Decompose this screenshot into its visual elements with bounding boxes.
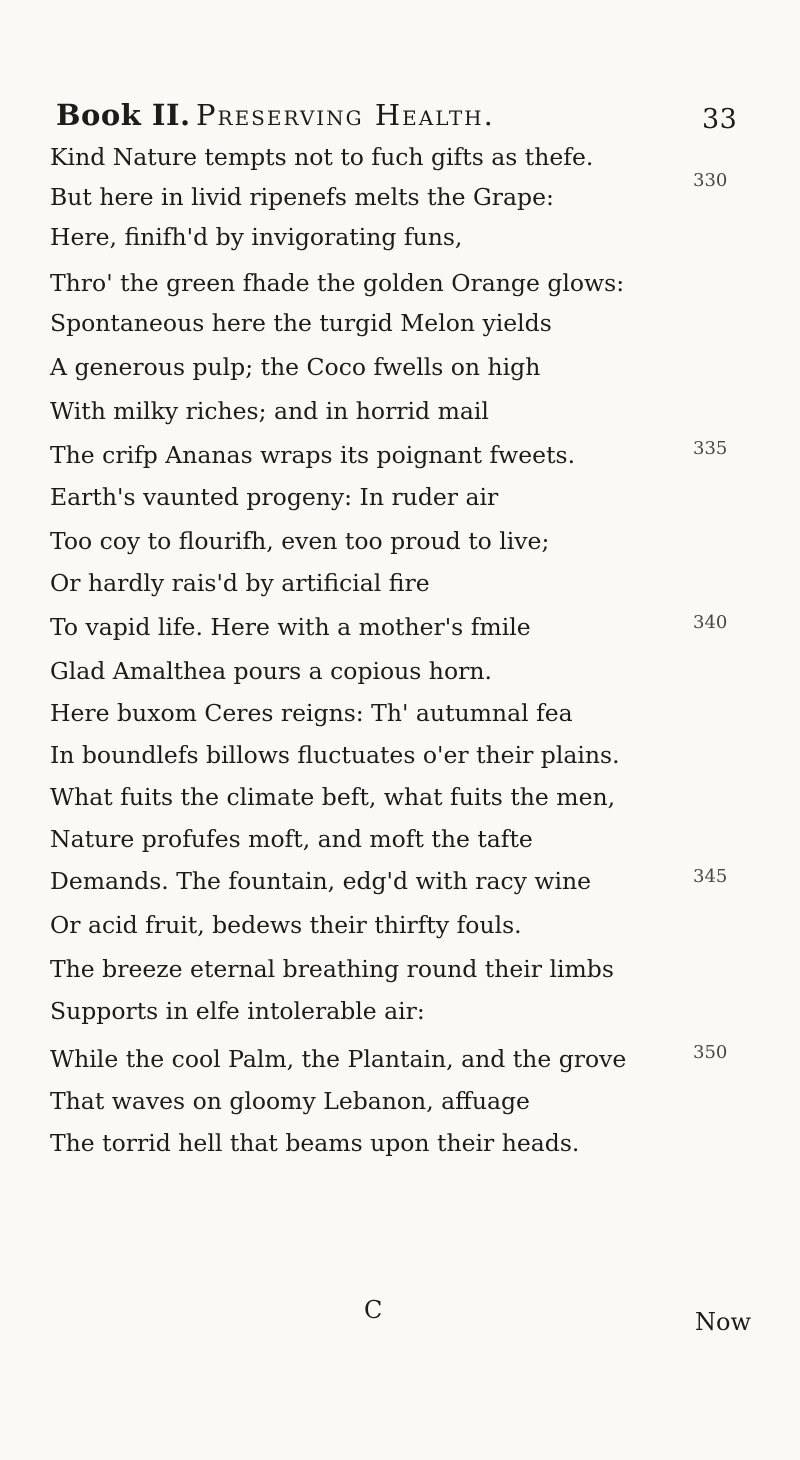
verse-line: But here in livid ripenefs melts the Grape:	[50, 183, 554, 211]
line-number: 330	[693, 170, 728, 191]
catchword: Now	[695, 1308, 751, 1336]
page-number: 33	[702, 104, 738, 135]
verse-line: A generous pulp; the Coco fwells on high	[50, 353, 541, 381]
verse-line: The crifp Ananas wraps its poignant fweets.	[50, 441, 576, 469]
verse-line: With milky riches; and in horrid mail	[50, 397, 489, 425]
verse-line: Or hardly rais'd by artificial fire	[50, 569, 430, 597]
verse-line: Too coy to flourifh, even too proud to live;	[50, 527, 550, 555]
running-title: Preserving Health.	[196, 98, 495, 132]
book-label: Book II.	[56, 98, 191, 132]
line-number: 345	[693, 866, 728, 887]
line-number: 335	[693, 438, 728, 459]
verse-line: Kind Nature tempts not to fuch gifts as thefe.	[50, 143, 594, 171]
verse-line: Or acid fruit, bedews their thirfty fouls.	[50, 911, 522, 939]
verse-line: Earth's vaunted progeny: In ruder air	[50, 483, 499, 511]
verse-line: Spontaneous here the turgid Melon yields	[50, 309, 552, 337]
line-number: 350	[693, 1042, 728, 1063]
verse-line: Here buxom Ceres reigns: Th' autumnal fea	[50, 699, 573, 727]
verse-line: Here, finifh'd by invigorating funs,	[50, 223, 463, 251]
verse-line: That waves on gloomy Lebanon, affuage	[50, 1087, 530, 1115]
verse-line: Thro' the green fhade the golden Orange glows:	[50, 269, 625, 297]
verse-line: The breeze eternal breathing round their limbs	[50, 955, 614, 983]
verse-line: To vapid life. Here with a mother's fmile	[50, 613, 531, 641]
verse-line: Supports in elfe intolerable air:	[50, 997, 425, 1025]
signature-mark: C	[364, 1296, 383, 1324]
verse-line: The torrid hell that beams upon their heads.	[50, 1129, 580, 1157]
verse-line: Nature profufes moft, and moft the tafte	[50, 825, 533, 853]
verse-line: In boundlefs billows fluctuates o'er their plains.	[50, 741, 620, 769]
verse-line: Demands. The fountain, edg'd with racy wine	[50, 867, 592, 895]
verse-line: What fuits the climate beft, what fuits the men,	[50, 783, 616, 811]
running-header	[56, 98, 756, 138]
verse-line: While the cool Palm, the Plantain, and the grove	[50, 1045, 627, 1073]
line-number: 340	[693, 612, 728, 633]
verse-line: Glad Amalthea pours a copious horn.	[50, 657, 492, 685]
